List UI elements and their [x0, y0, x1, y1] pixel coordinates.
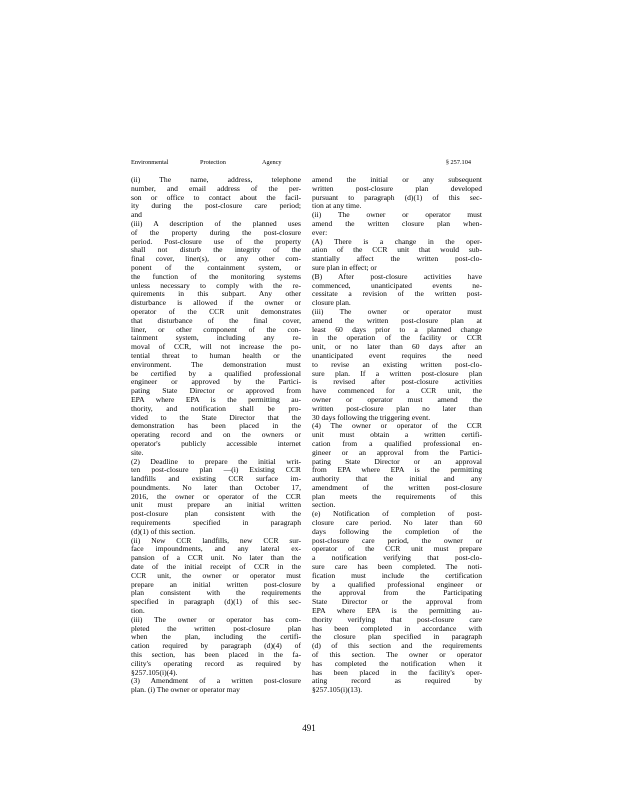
text-line: of the property during the post-closure: [131, 227, 301, 237]
text-line: is revised after post-closure activities: [312, 377, 482, 387]
text-line: ation of the CCR unit that would sub-: [312, 245, 482, 255]
text-line: the function of the monitoring systems: [131, 271, 301, 281]
text-line: demonstration has been placed in the: [131, 421, 301, 431]
text-line: closure care period. No later than 60: [312, 518, 482, 528]
text-line: landfills and existing CCR surface im-: [131, 474, 301, 484]
text-line: final cover, liner(s), or any other com-: [131, 254, 301, 264]
text-line: plan. (i) The owner or operator may: [131, 685, 240, 695]
text-line: cessitate a revision of the written post-: [312, 289, 482, 299]
text-line: (2) Deadline to prepare the initial writ-: [131, 456, 301, 466]
text-line: tion at any time.: [312, 201, 362, 211]
text-line: CCR unit, the owner or operator must: [131, 570, 301, 580]
text-line: the closure plan specified in paragraph: [312, 632, 482, 642]
text-line: amendment of the written post-closure: [312, 482, 482, 492]
text-line: operator of the CCR unit demonstrates: [131, 306, 301, 316]
text-line: unit must obtain a written certifi-: [312, 430, 482, 440]
text-line: (4) The owner or operator of the CCR: [312, 421, 482, 431]
text-line: pansion of a CCR unit. No later than the: [131, 553, 301, 563]
header-agency-word-1: Environmental: [131, 159, 169, 166]
text-line: (iii) The owner or operator has com-: [131, 614, 301, 624]
text-line: specified in paragraph (d)(1) of this sec-: [131, 597, 301, 607]
text-line: (iii) A description of the planned uses: [131, 218, 301, 228]
text-line: a notification verifying that post-clo-: [312, 553, 482, 563]
text-line: to revise an existing written post-clo-: [312, 359, 482, 369]
text-line: engineer or approved by the Partici-: [131, 377, 301, 387]
text-line: environment. The demonstration must: [131, 359, 301, 369]
text-line: cation from a qualified professional en-: [312, 438, 482, 448]
text-line: ten post-closure plan —(i) Existing CCR: [131, 465, 301, 475]
text-line: (d) of this section and the requirements: [312, 641, 482, 651]
text-line: (d)(1) of this section.: [131, 526, 196, 536]
page-number: 491: [302, 723, 316, 733]
text-line: pating State Director or approved from: [131, 386, 301, 396]
text-line: plan meets the requirements of this: [312, 491, 482, 501]
text-line: and: [131, 210, 142, 220]
header-section-number: § 257.104: [445, 159, 471, 166]
text-line: commenced, unanticipated events ne-: [312, 280, 482, 290]
text-line: (3) Amendment of a written post-closure: [131, 676, 301, 686]
text-line: unless necessary to comply with the re-: [131, 280, 301, 290]
text-line: (ii) The name, address, telephone: [131, 175, 301, 184]
running-header: [131, 158, 471, 168]
text-line: EPA where EPA is the permitting au-: [131, 394, 301, 404]
text-line: number, and email address of the per-: [131, 183, 301, 193]
text-line: operating record and on the owners or: [131, 430, 301, 440]
text-line: moval of CCR, will not increase the po-: [131, 342, 301, 352]
text-line: from EPA where EPA is the permitting: [312, 465, 482, 475]
text-line: unanticipated event requires the need: [312, 350, 482, 360]
text-line: poundments. No later than October 17,: [131, 482, 301, 492]
text-line: pursuant to paragraph (d)(1) of this sec-: [312, 192, 482, 202]
text-line: amend the written post-closure plan at: [312, 315, 482, 325]
text-line: unit, or no later than 60 days after an: [312, 342, 482, 352]
text-line: days following the completion of the: [312, 526, 482, 536]
text-line: pating State Director or an approval: [312, 456, 482, 466]
text-line: owner or operator must amend the: [312, 394, 482, 404]
text-line: of this section. The owner or operator: [312, 650, 482, 660]
text-line: written post-closure plan developed: [312, 183, 482, 193]
text-line: requirements specified in paragraph: [131, 518, 301, 528]
text-line: liner, or other component of the con-: [131, 324, 301, 334]
text-line: this section, has been placed in the fa-: [131, 650, 301, 660]
text-line: EPA where EPA is the permitting au-: [312, 606, 482, 616]
text-line: §257.105(i)(4).: [131, 667, 178, 677]
right-text-column: [312, 176, 482, 695]
text-line: pleted the written post-closure plan: [131, 623, 301, 633]
text-line: tential threat to human health or the: [131, 350, 301, 360]
text-line: have commenced for a CCR unit, the: [312, 386, 482, 396]
text-line: tion.: [131, 606, 145, 616]
text-line: son or office to contact about the facil-: [131, 192, 301, 202]
text-line: (A) There is a change in the oper-: [312, 236, 482, 246]
text-line: (e) Notification of completion of post-: [312, 509, 482, 519]
text-line: the approval from the Participating: [312, 588, 482, 598]
text-line: (ii) New CCR landfills, new CCR sur-: [131, 535, 301, 545]
text-line: vided to the State Director that the: [131, 412, 301, 422]
text-line: when the plan, including the certifi-: [131, 632, 301, 642]
text-line: section.: [312, 500, 336, 510]
header-agency-word-3: Agency: [262, 159, 282, 166]
text-line: site.: [131, 447, 144, 457]
text-line: §257.105(i)(13).: [312, 685, 363, 695]
text-line: ponent of the containment system, or: [131, 262, 301, 272]
text-line: 2016, the owner or operator of the CCR: [131, 491, 301, 501]
text-line: fication must include the certification: [312, 570, 482, 580]
text-line: sure plan. If a written post-closure plan: [312, 368, 482, 378]
text-line: post-closure care period, the owner or: [312, 535, 482, 545]
text-line: ever:: [312, 227, 328, 237]
text-line: quirements in this subpart. Any other: [131, 289, 301, 299]
text-line: date of the initial receipt of CCR in the: [131, 562, 301, 572]
text-line: has completed the notification when it: [312, 658, 482, 668]
text-line: (ii) The owner or operator must: [312, 210, 482, 220]
text-line: cility's operating record as required by: [131, 658, 301, 668]
text-line: plan consistent with the requirements: [131, 588, 301, 598]
text-line: period. Post-closure use of the property: [131, 236, 301, 246]
text-line: amend the initial or any subsequent: [312, 175, 482, 184]
text-line: ity during the post-closure care period;: [131, 201, 301, 211]
text-line: State Director or the approval from: [312, 597, 482, 607]
text-line: shall not disturb the integrity of the: [131, 245, 301, 255]
text-line: by a qualified professional engineer or: [312, 579, 482, 589]
text-line: 30 days following the triggering event.: [312, 412, 431, 422]
text-line: thority, and notification shall be pro-: [131, 403, 301, 413]
text-line: tainment system, including any re-: [131, 333, 301, 343]
text-line: has been completed in accordance with: [312, 623, 482, 633]
text-line: operator's publicly accessible internet: [131, 438, 301, 448]
text-line: (B) After post-closure activities have: [312, 271, 482, 281]
text-line: prepare an initial written post-closure: [131, 579, 301, 589]
text-line: ating record as required by: [312, 676, 482, 686]
text-line: face impoundments, and any lateral ex-: [131, 544, 301, 554]
text-line: be certified by a qualified professional: [131, 368, 301, 378]
text-line: authority that the initial and any: [312, 474, 482, 484]
text-line: has been placed in the facility's oper-: [312, 667, 482, 677]
text-line: disturbance is allowed if the owner or: [131, 298, 301, 308]
text-line: (iii) The owner or operator must: [312, 306, 482, 316]
text-line: amend the written closure plan when-: [312, 218, 482, 228]
text-line: sure care has been completed. The noti-: [312, 562, 482, 572]
text-line: unit must prepare an initial written: [131, 500, 301, 510]
text-line: sure plan in effect; or: [312, 262, 377, 272]
text-line: stantially affect the written post-clo-: [312, 254, 482, 264]
text-line: least 60 days prior to a planned change: [312, 324, 482, 334]
text-line: closure plan.: [312, 298, 351, 308]
header-agency-word-2: Protection: [200, 159, 226, 166]
text-line: in the operation of the facility or CCR: [312, 333, 482, 343]
text-line: operator of the CCR unit must prepare: [312, 544, 482, 554]
text-line: cation required by paragraph (d)(4) of: [131, 641, 301, 651]
text-line: gineer or an approval from the Partici-: [312, 447, 482, 457]
left-text-column: [131, 176, 301, 695]
text-line: post-closure plan consistent with the: [131, 509, 301, 519]
text-line: thority verifying that post-closure care: [312, 614, 482, 624]
text-line: that disturbance of the final cover,: [131, 315, 301, 325]
text-line: written post-closure plan no later than: [312, 403, 482, 413]
